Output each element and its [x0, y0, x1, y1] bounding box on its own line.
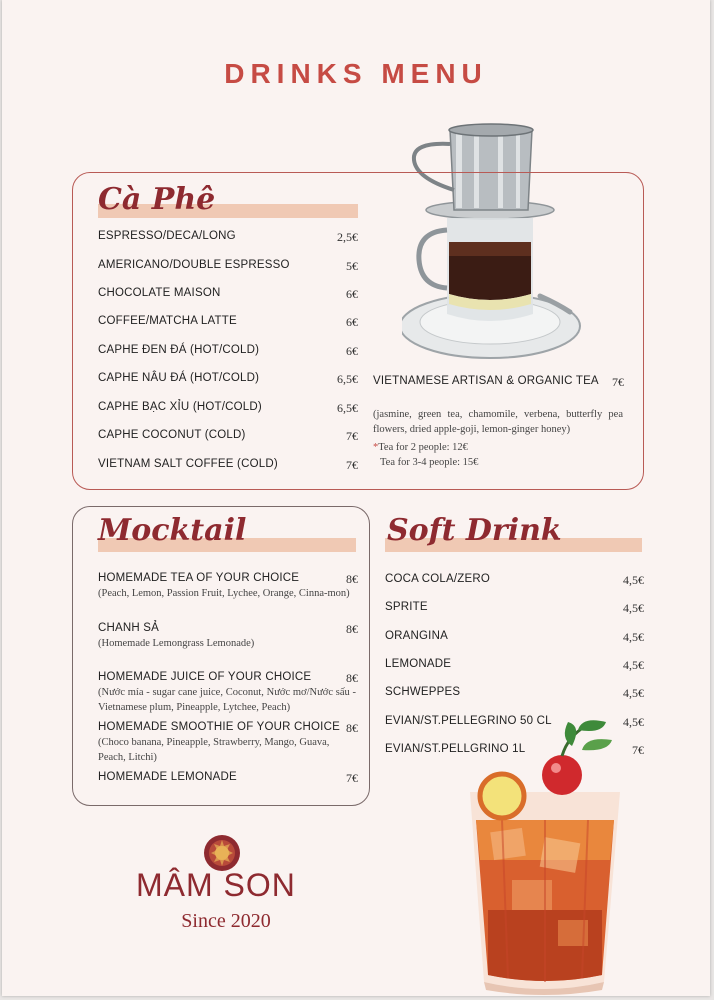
soft-item-price: 4,5€ [623, 686, 644, 700]
soft-item-price: 4,5€ [623, 630, 644, 644]
tea-note-1 [373, 441, 468, 456]
mocktail-item-desc: (Nước mía - sugar cane juice, Coconut, Nước mơ/Nước sấu - Vietnamese plum, Pineapple, Lytchee, Peach) [98, 687, 356, 713]
cafe-item-name: ESPRESSO/DECA/LONG [98, 230, 236, 242]
cafe-item-name: AMERICANO/DOUBLE ESPRESSO [98, 259, 290, 271]
tea-note-2: Tea for 3-4 people: 15€ [380, 457, 479, 468]
cafe-item-price: 6,5€ [337, 401, 358, 415]
cafe-item-price: 6,5€ [337, 372, 358, 386]
mocktail-item-name: HOMEMADE SMOOTHIE OF YOUR CHOICE [98, 721, 340, 733]
mocktail-item-desc: (Choco banana, Pineapple, Strawberry, Mango, Guava, Peach, Litchi) [98, 737, 330, 763]
page-title: DRINKS MENU [224, 58, 488, 89]
soft-item-name: COCA COLA/ZERO [385, 573, 491, 585]
mocktail-item-price: 8€ [346, 622, 358, 636]
soft-section-title: Soft Drink [387, 513, 562, 548]
brand-since: Since 2020 [181, 910, 271, 932]
cafe-item-price: 7€ [346, 458, 358, 472]
mocktail-item-name: HOMEMADE LEMONADE [98, 771, 237, 783]
menu-page [2, 0, 710, 996]
cafe-item-name: CAPHE COCONUT (COLD) [98, 429, 246, 441]
mocktail-item-name: HOMEMADE TEA OF YOUR CHOICE [98, 572, 300, 584]
mocktail-section-title: Mocktail [98, 513, 247, 548]
tea-item-price: 7€ [612, 375, 624, 389]
cafe-section-box [72, 172, 644, 490]
iced-tea-glass-illustration [462, 720, 632, 996]
cafe-item-price: 7€ [346, 429, 358, 443]
cafe-item-price: 5€ [346, 259, 358, 273]
soft-item-price: 4,5€ [623, 601, 644, 615]
brand-name: MÂM SON [136, 867, 296, 903]
soft-item-price: 4,5€ [623, 658, 644, 672]
mocktail-item-desc: (Homemade Lemongrass Lemonade) [98, 638, 255, 649]
mocktail-item-price: 7€ [346, 771, 358, 785]
mocktail-item-price: 8€ [346, 721, 358, 735]
cafe-item-name: CAPHE BẠC XỈU (HOT/COLD) [98, 401, 262, 413]
soft-item-name: EVIAN/ST.PELLGRINO 1L [385, 743, 526, 755]
cafe-item-name: VIETNAM SALT COFFEE (COLD) [98, 458, 278, 470]
tea-description: (jasmine, green tea, chamomile, verbena, butterfly pea flowers, dried apple-goji, lemon-ginger honey) [373, 409, 623, 435]
mocktail-item-price: 8€ [346, 671, 358, 685]
mocktail-item-price: 8€ [346, 572, 358, 586]
soft-item-name: LEMONADE [385, 658, 452, 670]
soft-item-name: ORANGINA [385, 630, 448, 642]
cafe-item-name: CHOCOLATE MAISON [98, 287, 221, 299]
soft-item-price: 4,5€ [623, 715, 644, 729]
cafe-item-name: COFFEE/MATCHA LATTE [98, 315, 237, 327]
soft-item-name: EVIAN/ST.PELLEGRINO 50 CL [385, 715, 552, 727]
cafe-item-price: 6€ [346, 287, 358, 301]
soft-item-name: SCHWEPPES [385, 686, 461, 698]
mocktail-item-desc: (Peach, Lemon, Passion Fruit, Lychee, Orange, Cinna-mon) [98, 588, 350, 599]
soft-item-name: SPRITE [385, 601, 428, 613]
cafe-item-name: CAPHE NÂU ĐÁ (HOT/COLD) [98, 372, 260, 384]
soft-item-price: 7€ [632, 743, 644, 757]
mocktail-item-name: CHANH SẢ [98, 622, 160, 634]
tea-item-name: VIETNAMESE ARTISAN & ORGANIC TEA [373, 375, 599, 387]
cafe-item-price: 2,5€ [337, 230, 358, 244]
cafe-item-name: CAPHE ĐEN ĐÁ (HOT/COLD) [98, 344, 260, 356]
cafe-section-title: Cà Phê [98, 182, 216, 217]
soft-item-price: 4,5€ [623, 573, 644, 587]
cafe-item-price: 6€ [346, 315, 358, 329]
mocktail-item-name: HOMEMADE JUICE OF YOUR CHOICE [98, 671, 312, 683]
cafe-item-price: 6€ [346, 344, 358, 358]
tea-note-1-text: Tea for 2 people: 12€ [378, 442, 468, 453]
tea-note-mark: * [373, 442, 379, 453]
